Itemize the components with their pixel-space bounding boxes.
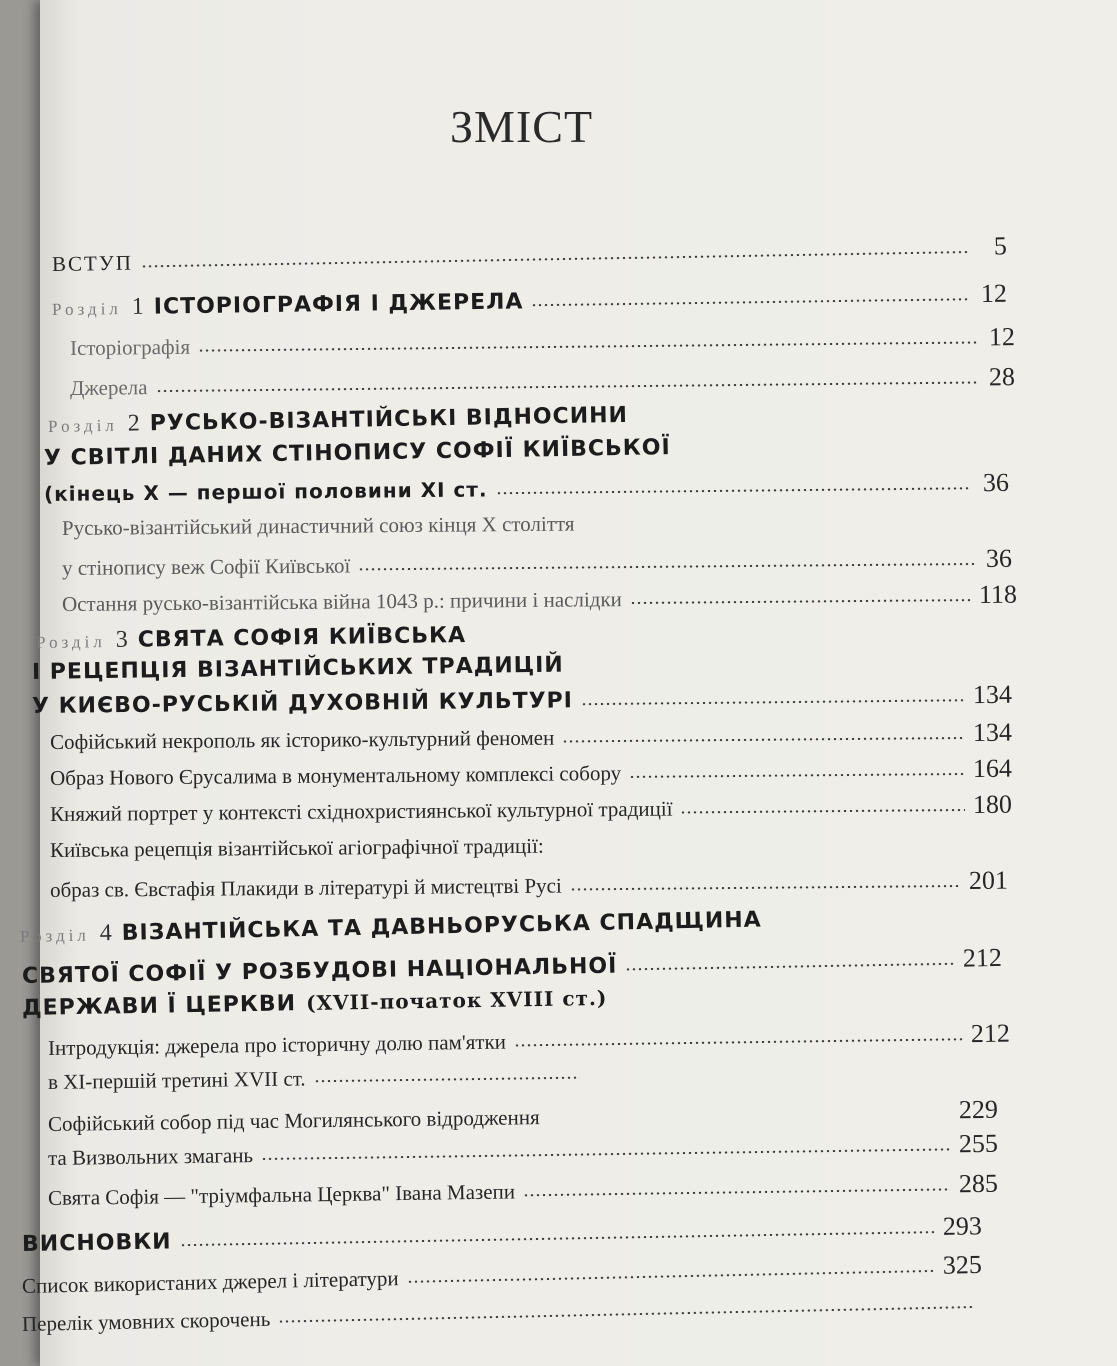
section-word: Розділ xyxy=(19,925,91,946)
page-title: ЗМІСТ xyxy=(450,101,594,152)
section-number: 1 xyxy=(131,293,144,320)
entry-label: Перелік умовних скорочень xyxy=(21,1306,271,1336)
section-title-line xyxy=(22,943,1002,990)
page-number: 134 xyxy=(972,679,1013,710)
toc-section-2 xyxy=(48,402,628,439)
dot-leader xyxy=(581,699,965,705)
page-number: 201 xyxy=(968,865,1009,895)
section-title-line xyxy=(44,435,671,471)
section-title-text: І РЕЦЕПЦІЯ ВІЗАНТІЙСЬКИХ ТРАДИЦІЙ xyxy=(31,652,564,685)
dot-leader xyxy=(261,1148,951,1160)
page-number: 164 xyxy=(972,753,1013,783)
page-number: 180 xyxy=(972,789,1013,819)
toc-entry xyxy=(50,790,1012,828)
dot-leader xyxy=(407,1270,935,1283)
dot-leader xyxy=(523,1188,951,1196)
section-title-text: СВЯТОЇ СОФІЇ У РОЗБУДОВІ НАЦІОНАЛЬНОЇ xyxy=(21,953,618,989)
entry-label: Образ Нового Єрусалима в монументальному комплексі собору xyxy=(49,761,622,790)
toc-entry xyxy=(70,322,1015,362)
entry-label: Остання русько-візантійська війна 1043 р.: причини і наслідки xyxy=(61,587,622,616)
section-title-line xyxy=(22,986,608,1021)
dot-leader xyxy=(180,1231,935,1246)
entry-label: Історіографія xyxy=(69,334,191,360)
section-title-line xyxy=(32,653,564,685)
page-number: 5 xyxy=(993,231,1008,261)
section-title-text: (кінець X — першої половини XI ст. xyxy=(43,477,488,506)
section-number: 3 xyxy=(115,626,128,653)
entry-label: в XI-першій третині XVII ст. xyxy=(47,1066,306,1094)
entry-label: та Визвольних змагань xyxy=(47,1143,254,1170)
toc-entry-line xyxy=(50,834,544,863)
dot-leader xyxy=(531,298,969,306)
intro-label: ВСТУП xyxy=(51,250,134,276)
section-title-tail: (XVII-початок XVIII ст.) xyxy=(305,985,608,1016)
entry-label: Джерела xyxy=(69,375,148,400)
toc-entry xyxy=(50,754,1012,792)
dot-leader xyxy=(156,382,977,393)
section-word: Розділ xyxy=(51,299,122,319)
dot-leader xyxy=(496,487,971,494)
entry-label: Київська рецепція візантійської агіографічної традиції: xyxy=(49,833,544,862)
toc-entry-line xyxy=(48,1062,588,1095)
dot-leader xyxy=(514,1038,963,1046)
page-number: 255 xyxy=(958,1128,999,1159)
toc-entry-sources xyxy=(22,1250,982,1300)
page-number: 212 xyxy=(970,1018,1011,1049)
dot-leader xyxy=(198,342,977,352)
entry-label: образ св. Євстафія Плакиди в літературі й мистецтві Русі xyxy=(49,873,562,902)
book-page xyxy=(19,0,1117,1366)
toc-entry xyxy=(62,544,1012,582)
dot-leader xyxy=(314,1077,580,1083)
toc-section-1 xyxy=(52,279,1007,322)
section-title-line: СВЯТА СОФІЯ КИЇВСЬКА xyxy=(137,622,467,653)
page-number: 36 xyxy=(985,543,1013,573)
section-title-line: ВІЗАНТІЙСЬКА ТА ДАВНЬОРУСЬКА СПАДЩИНА xyxy=(121,907,762,946)
dot-leader xyxy=(570,885,961,890)
entry-label: у стінопису веж Софії Київської xyxy=(61,553,351,580)
section-number: 2 xyxy=(127,410,141,437)
toc-entry-line xyxy=(62,512,575,541)
dot-leader xyxy=(358,563,974,570)
toc-entry xyxy=(50,866,1008,904)
page-number: 293 xyxy=(942,1211,983,1241)
section-title-text: ДЕРЖАВИ Ї ЦЕРКВИ xyxy=(21,991,297,1021)
page-number: 28 xyxy=(988,362,1016,392)
entry-label: Софійський некрополь як історико-культурний феномен xyxy=(49,725,555,754)
dot-leader xyxy=(625,963,955,971)
entry-label: Софійський собор під час Могилянського відродження xyxy=(47,1105,540,1136)
toc-section-3 xyxy=(36,622,466,655)
page-number: 212 xyxy=(962,942,1003,973)
page-number: 285 xyxy=(958,1168,999,1199)
toc-entry xyxy=(70,362,1015,402)
toc-entry xyxy=(48,1019,1010,1062)
section-title-text: У СВІТЛІ ДАНИХ СТІНОПИСУ СОФІЇ КИЇВСЬКОЇ xyxy=(43,435,671,471)
page-number: 12 xyxy=(988,322,1016,352)
section-title: ІСТОРІОГРАФІЯ І ДЖЕРЕЛА xyxy=(153,289,524,320)
toc-section-4 xyxy=(20,906,762,949)
entry-label: Свята Софія — "тріумфальна Церква" Івана Мазепи xyxy=(47,1179,516,1210)
page-number: 325 xyxy=(942,1249,983,1280)
toc-entry xyxy=(50,718,1012,756)
section-title-text: У КИЄВО-РУСЬКІЙ ДУХОВНІЙ КУЛЬТУРІ xyxy=(31,688,574,719)
page-number: 134 xyxy=(972,717,1013,747)
entry-label: Русько-візантійський династичний союз кінця X століття xyxy=(61,511,575,540)
section-word: Розділ xyxy=(47,415,118,436)
entry-label: Інтродукція: джерела про історичну долю пам'ятки xyxy=(47,1029,507,1060)
dot-leader xyxy=(278,1306,974,1323)
toc-entry-conclusions xyxy=(22,1211,982,1258)
page-number: 36 xyxy=(982,467,1010,498)
toc-entry-intro xyxy=(52,231,1007,278)
dot-leader xyxy=(680,809,965,813)
section-title-line xyxy=(32,680,1012,720)
entry-label: Список використаних джерел і літератури xyxy=(21,1266,399,1298)
dot-leader xyxy=(629,773,965,778)
page-number: 229 xyxy=(958,1094,999,1125)
section-title-line: РУСЬКО-ВІЗАНТІЙСЬКІ ВІДНОСИНИ xyxy=(149,402,629,437)
dot-leader xyxy=(141,251,969,267)
toc-entry xyxy=(48,1169,998,1212)
section-title-line xyxy=(44,468,1009,508)
entry-label: Княжий портрет у контексті східнохристиянської культурної традиції xyxy=(49,796,673,826)
toc-entry-abbreviations xyxy=(22,1292,982,1337)
entry-label: ВИСНОВКИ xyxy=(21,1229,172,1257)
dot-leader xyxy=(630,599,971,604)
toc-entry xyxy=(62,580,1017,618)
dot-leader xyxy=(562,737,965,743)
page-number: 118 xyxy=(978,579,1018,609)
section-number: 4 xyxy=(99,920,113,947)
section-word: Розділ xyxy=(35,632,106,652)
page-number: 12 xyxy=(980,278,1008,309)
